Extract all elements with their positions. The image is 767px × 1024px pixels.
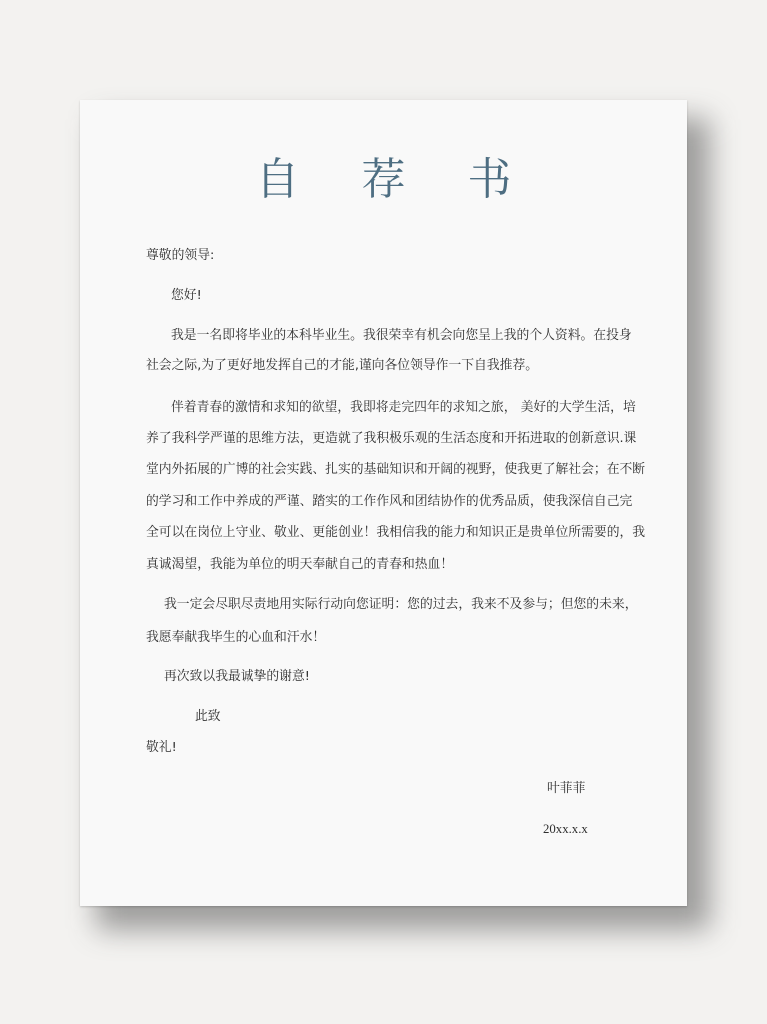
paragraph-2-line-3: 堂内外拓展的广博的社会实践、扎实的基础知识和开阔的视野，使我更了解社会；在不断 — [146, 462, 646, 477]
paragraph-2-line-1: 伴着青春的激情和求知的欲望，我即将走完四年的求知之旅， 美好的大学生活，培 — [171, 400, 636, 415]
closing-1: 此致 — [195, 709, 221, 724]
date: 20xx.x.x — [543, 822, 588, 836]
paragraph-3-line-1: 我一定会尽职尽责地用实际行动向您证明：您的过去，我来不及参与；但您的未来， — [164, 597, 638, 612]
paragraph-1-line-1: 我是一名即将毕业的本科毕业生。我很荣幸有机会向您呈上我的个人资料。在投身 — [171, 328, 632, 343]
document-title: 自 荐 书 — [255, 154, 536, 205]
paragraph-2-line-2: 养了我科学严谨的思维方法，更造就了我积极乐观的生活态度和开拓进取的创新意识.课 — [146, 431, 637, 446]
paragraph-3-line-2: 我愿奉献我毕生的心血和汗水！ — [146, 630, 326, 645]
document-page — [80, 100, 687, 906]
paragraph-4-line-1: 再次致以我最诚挚的谢意! — [164, 669, 310, 684]
greeting: 您好! — [171, 288, 202, 303]
paragraph-1-line-2: 社会之际,为了更好地发挥自己的才能,谨向各位领导作一下自我推荐。 — [146, 358, 539, 373]
salutation: 尊敬的领导: — [146, 248, 215, 263]
paragraph-2-line-5: 全可以在岗位上守业、敬业、更能创业！我相信我的能力和知识正是贵单位所需要的，我 — [146, 525, 646, 540]
closing-2: 敬礼! — [146, 740, 177, 755]
signature: 叶菲菲 — [547, 781, 586, 796]
paragraph-2-line-6: 真诚渴望，我能为单位的明天奉献自己的青春和热血！ — [146, 557, 454, 572]
paragraph-2-line-4: 的学习和工作中养成的严谨、踏实的工作作风和团结协作的优秀品质，使我深信自己完 — [146, 494, 633, 509]
